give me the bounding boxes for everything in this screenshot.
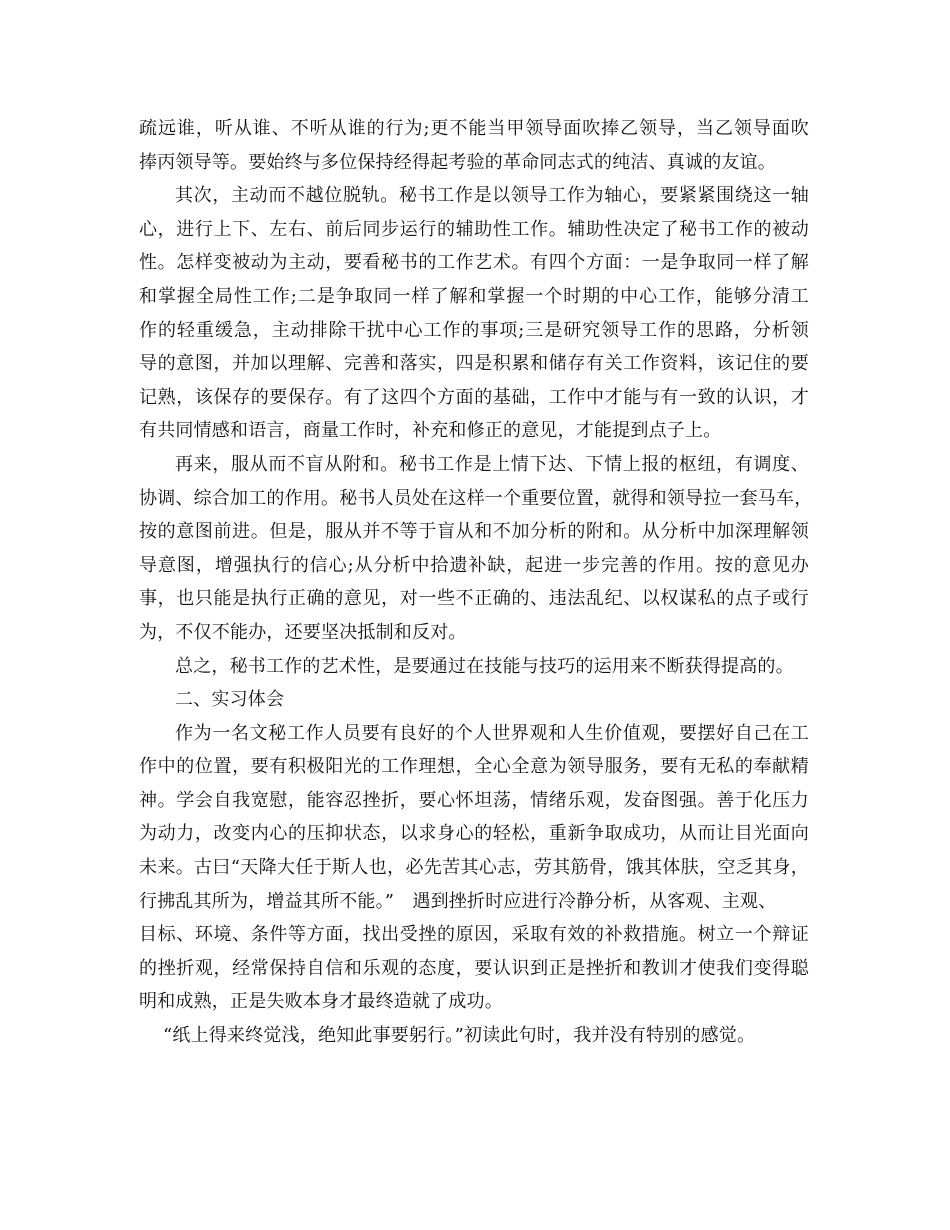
text-line: 的挫折观，经常保持自信和乐观的态度，要认识到正是挫折和教训才使我们变得聪 — [139, 957, 809, 979]
section-heading: 二、实习体会 — [175, 689, 285, 711]
paragraph-start-line: 再来，服从而不盲从附和。秘书工作是上情下达、下情上报的枢纽，有调度、 — [175, 453, 809, 475]
text-line: 未来。古曰“天降大任于斯人也，必先苦其心志，劳其筋骨，饿其体肤，空乏其身， — [139, 857, 809, 879]
text-line: 导意图，增强执行的信心;从分析中拾遗补缺，起进一步完善的作用。按的意见办 — [139, 554, 809, 576]
paragraph-start-line: “纸上得来终觉浅，绝知此事要躬行。”初读此句时，我并没有特别的感觉。 — [163, 1025, 756, 1047]
text-line: 目标、环境、条件等方面，找出受挫的原因，采取有效的补救措施。树立一个辩证 — [139, 924, 809, 946]
text-line: 疏远谁，听从谁、不听从谁的行为;更不能当甲领导面吹捧乙领导，当乙领导面吹 — [139, 118, 809, 139]
paragraph-start-line: 其次，主动而不越位脱轨。秘书工作是以领导工作为轴心，要紧紧围绕这一轴 — [175, 185, 809, 207]
text-line: 和掌握全局性工作;二是争取同一样了解和掌握一个时期的中心工作，能够分清工 — [139, 285, 809, 307]
text-line: 心，进行上下、左右、前后同步运行的辅助性工作。辅助性决定了秘书工作的被动 — [139, 218, 809, 240]
text-line: 有共同情感和语言，商量工作时，补充和修正的意见，才能提到点子上。 — [139, 420, 722, 442]
text-line: 协调、综合加工的作用。秘书人员处在这样一个重要位置，就得和领导拉一套马车， — [139, 487, 813, 509]
text-line: 明和成熟，正是失败本身才最终造就了成功。 — [139, 991, 503, 1013]
text-line: 性。怎样变被动为主动，要看秘书的工作艺术。有四个方面：一是争取同一样了解 — [139, 252, 809, 274]
text-line: 导的意图，并加以理解、完善和落实，四是积累和储存有关工作资料，该记住的要 — [139, 353, 809, 375]
text-line: 行拂乱其所为，增益其所不能。” 遇到挫折时应进行冷静分析，从客观、主观、 — [139, 890, 777, 912]
text-line: 作的轻重缓急，主动排除干扰中心工作的事项;三是研究领导工作的思路，分析领 — [139, 319, 809, 341]
document-body — [139, 112, 813, 1053]
text-line: 记熟，该保存的要保存。有了这四个方面的基础，工作中才能与有一致的认识，才 — [139, 386, 809, 408]
text-line: 事，也只能是执行正确的意见，对一些不正确的、违法乱纪、以权谋私的点子或行 — [139, 588, 809, 610]
text-line: 神。学会自我宽慰，能容忍挫折，要心怀坦荡，情绪乐观，发奋图强。善于化压力 — [139, 789, 809, 811]
text-line: 为动力，改变内心的压抑状态，以求身心的轻松，重新争取成功，从而让目光面向 — [139, 823, 809, 845]
text-line: 为，不仅不能办，还要坚决抵制和反对。 — [139, 621, 467, 643]
paragraph-start-line: 作为一名文秘工作人员要有良好的个人世界观和人生价值观，要摆好自己在工 — [175, 722, 809, 744]
text-line: 作中的位置，要有积极阳光的工作理想，全心全意为领导服务，要有无私的奉献精 — [139, 756, 809, 778]
text-line: 按的意图前进。但是，服从并不等于盲从和不加分析的附和。从分析中加深理解领 — [139, 521, 809, 543]
paragraph-start-line: 总之，秘书工作的艺术性，是要通过在技能与技巧的运用来不断获得提高的。 — [175, 655, 794, 677]
text-line: 捧丙领导等。要始终与多位保持经得起考验的革命同志式的纯洁、真诚的友谊。 — [139, 151, 776, 173]
